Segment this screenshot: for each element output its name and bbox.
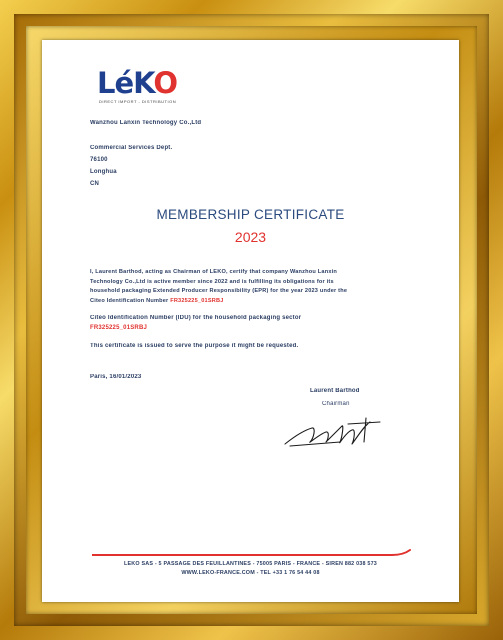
body-line: household packaging Extended Producer Responsibility (EPR) for the year 2023 under the xyxy=(90,288,348,294)
address-line: CN xyxy=(90,181,100,187)
ident-number: FR325225_01SRBJ xyxy=(170,297,224,304)
idu-line: Citeo Identification Number (IDU) for the household packaging sector xyxy=(90,315,302,321)
logo-text-accent: O xyxy=(153,66,177,100)
certificate-body xyxy=(90,268,415,306)
address-line: Longhua xyxy=(90,169,117,175)
idu-paragraph xyxy=(90,313,301,333)
idu-value: FR325225_01SRBJ xyxy=(90,325,148,331)
purpose-paragraph: This certificate is issued to serve the purpose it might be requested. xyxy=(90,343,299,349)
logo-text-main: LéK xyxy=(97,66,154,100)
leko-logo xyxy=(97,68,177,104)
logo-tagline: DIRECT IMPORT - DISTRIBUTION xyxy=(99,99,177,104)
certificate-title: MEMBERSHIP CERTIFICATE xyxy=(156,207,345,222)
address-block xyxy=(90,142,172,190)
address-line: 76100 xyxy=(90,157,108,163)
certificate-paper xyxy=(42,40,459,602)
sender-line: Wanzhou Lanxin Technology Co.,Ltd xyxy=(90,120,202,126)
place-date: Paris, 16/01/2023 xyxy=(90,374,142,380)
body-line-text: Citeo Identification Number xyxy=(90,297,169,304)
footer-divider xyxy=(92,549,412,557)
footer-line: WWW.LEKO-FRANCE.COM - TEL +33 1 76 54 44 08 xyxy=(181,570,320,576)
body-line: I, Laurent Barthod, acting as Chairman of LEKO, certify that company Wanzhou Lanxin xyxy=(90,269,338,275)
handwritten-signature xyxy=(280,412,390,452)
body-line: Technology Co.,Ltd is active member since 2022 and is fulfilling its obligations for its xyxy=(90,278,334,285)
signatory-name: Laurent Barthod xyxy=(310,388,360,394)
footer xyxy=(42,560,459,578)
body-line xyxy=(90,297,415,307)
address-line: Commercial Services Dept. xyxy=(90,145,173,151)
footer-line: LEKO SAS - 5 PASSAGE DES FEUILLANTINES - 75005 PARIS - FRANCE - SIREN 882 038 573 xyxy=(124,561,377,567)
signatory-role: Chairman xyxy=(322,401,350,407)
certificate-year: 2023 xyxy=(234,229,267,245)
